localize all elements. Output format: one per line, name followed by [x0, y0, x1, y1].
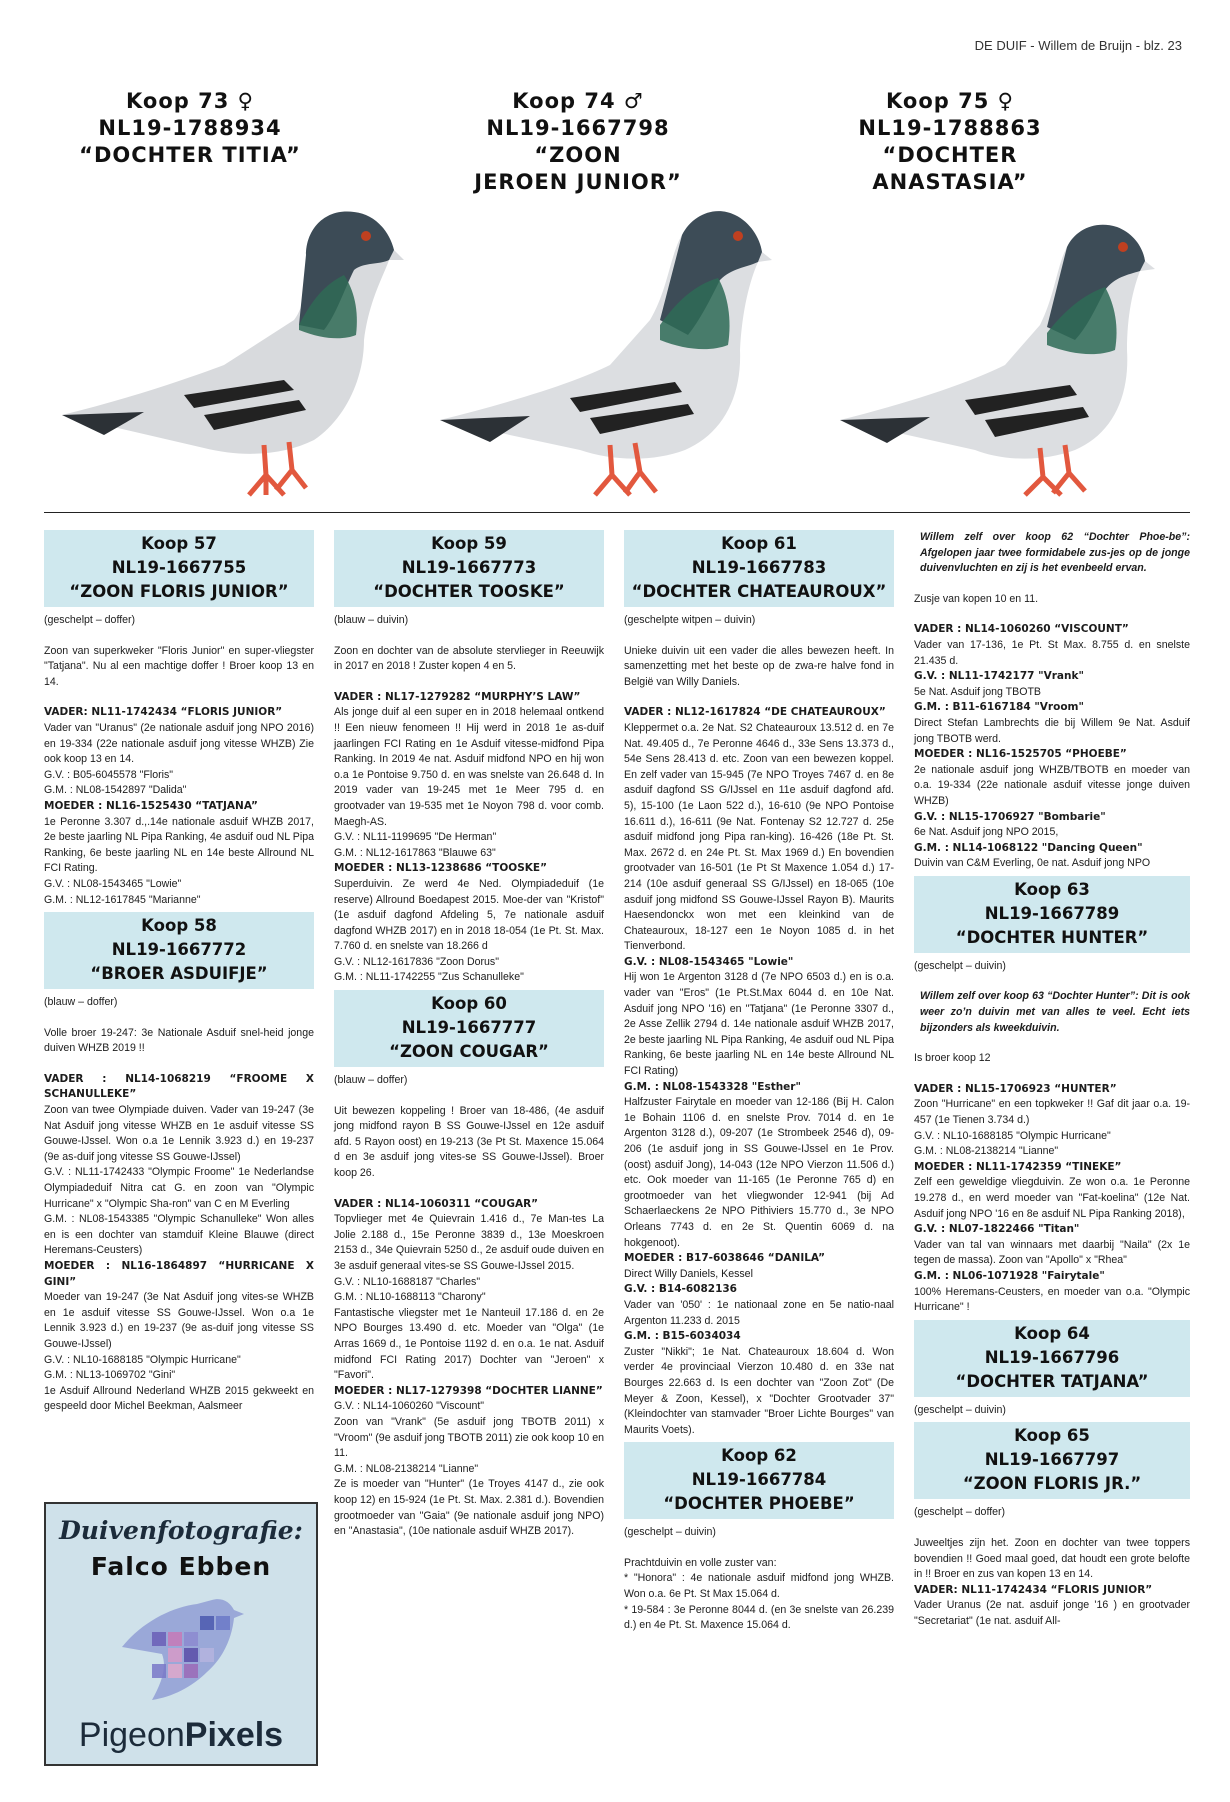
photographer-ad — [44, 1502, 318, 1766]
mother-heading: MOEDER : NL11-1742359 “TINEKE” — [914, 1160, 1122, 1173]
lot-subtitle: (geschelpt – duivin) — [914, 1403, 1006, 1416]
grandmother: G.M. : NL12-1617845 "Marianne" — [44, 893, 201, 906]
grandfather-text: Vader van '050' : 1e nationaal zone en 5e natio-naal Argenton 11.233 d. 2015 — [624, 1298, 894, 1327]
lot-subtitle: (geschelpt – doffer) — [914, 1506, 1006, 1519]
grandmother-text: Duivin van C&M Everling, 0e nat. Asduif jong NPO — [914, 857, 1151, 870]
mother-intro: Fantastische vliegster met 1e Nanteuil 17.186 d. en 2e NPO Bourges 13.490 d. etc. Moeder van "Olga" (1e Arras 1669 d., 1e Pontoise 1192 d. en o.a. 1e nat. Asduif midfond FCI Rating 2017) Dochter van "Jeroen" x "Favori". — [334, 1306, 604, 1382]
grandfather-text: 5e Nat. Asduif jong TBOTB — [914, 685, 1041, 698]
lot-box-64: Koop 64 NL19-1667796 “DOCHTER TATJANA” — [914, 1320, 1190, 1397]
grandmother-text: Zuster "Nikki"; 1e Nat. Chateauroux 18.604 d. Won verder 4e provinciaal Vierzon 10.480 d. en 33e nat Bourges 22.663 d. Is een dochter van "Zoon Zot" (De Meyer & Zoon, Kessel), x "Dochter Grootvader 37"(Kleindochter van stamvader "Broer Lichte Bourges" van Maurits Voets). — [624, 1345, 894, 1436]
grandfather: G.V. : NL10-1688185 "Olympic Hurricane" — [44, 1353, 241, 1366]
lot-subtitle: (blauw – doffer) — [334, 1074, 408, 1087]
lot-box-58: Koop 58 NL19-1667772 “BROER ASDUIFJE” — [44, 912, 314, 989]
grandmother: G.M. : NL08-2138214 "Lianne" — [914, 1145, 1059, 1158]
breeder-quote: Willem zelf over koop 63 “Dochter Hunter”: Dit is ook weer zo’n duivin met van alles te veel. Echt iets bijzonders als kweekduivin. — [920, 990, 1190, 1034]
mother-text: 1e Peronne 3.307 d.,.14e nationale asduif WHZB 2017, 2e beste jaarling NL Pipa Ranking, 4e asduif oud NL Pipa Ranking, 6e beste jaarling NL en 14e beste Allround NL FCI Rating. — [44, 815, 314, 875]
lot-box-63: Koop 63 NL19-1667789 “DOCHTER HUNTER” — [914, 876, 1190, 953]
lot-subtitle: (geschelpte witpen – duivin) — [624, 614, 756, 626]
father-heading: VADER: NL11-1742434 “FLORIS JUNIOR” — [44, 706, 283, 719]
grandmother: G.M. : B11-6167184 "Vroom" — [914, 701, 1084, 714]
father-heading: VADER : NL14-1060260 “VISCOUNT” — [914, 623, 1129, 636]
lot-intro: Zoon en dochter van de absolute stervlieger in Reeuwijk in 2017 en 2018 ! Zuster kopen 4 en 5. — [334, 644, 604, 673]
mother-heading: MOEDER : NL16-1864897 “HURRICANE X GINI” — [44, 1260, 314, 1288]
father-text: Vader van "Uranus" (2e nationale asduif jong NPO 2016) en 19-334 (22e nationale asduif jong vitesse WHZB) Zie ook koop 13 en 14. — [44, 721, 314, 766]
featured-lot-73: Koop 73 ♀ NL19-1788934 “DOCHTER TITIA” — [79, 89, 301, 167]
grandmother: G.M. : NL13-1069702 "Gini" — [44, 1369, 176, 1382]
pixel-pigeon-logo-icon — [112, 1592, 252, 1712]
grandfather: G.V. : NL12-1617836 "Zoon Dorus" — [334, 955, 499, 968]
father-text: Topvlieger met 4e Quievrain 1.416 d., 7e Man-tes La Jolie 2.188 d., 15e Peronne 3839 d., 13e Moeskroen 2153 d., 34e Quievrain 5250 d., 2e asduif oude duiven en 3e asduif generaal vites-se SS Gouwe-IJssel 2015. — [334, 1213, 604, 1272]
grandmother-text: Direct Stefan Lambrechts die bij Willem 9e Nat. Asduif jong TBOTB werd. — [914, 716, 1190, 745]
pigeon-photo-74 — [420, 160, 800, 500]
grandmother: G.M. : NL08-2138214 "Lianne" — [334, 1462, 479, 1475]
father-heading: VADER : NL14-1060311 “COUGAR” — [334, 1197, 539, 1210]
breeder-quote: Willem zelf over koop 62 “Dochter Phoe-be”: Afgelopen jaar twee formidabele zus-jes op de jonge duivenvluchten en zij is het evenbeeld ervan. — [920, 531, 1190, 575]
lot-intro: Is broer koop 12 — [914, 1052, 991, 1065]
lot-intro: Zusje van kopen 10 en 11. — [914, 592, 1039, 605]
mother-text: 2e nationale asduif jong WHZB/TBOTB en moeder van o.a. 19-334 (22e nationale asduif vitesse jonge duiven WHZB) — [914, 763, 1190, 807]
lot-box-59: Koop 59 NL19-1667773 “DOCHTER TOOSKE” — [334, 530, 604, 607]
grandmother: G.M. : NL08-1543385 "Olympic Schanulleke" Won alles en is een dochter van stamduif Kleine Blauwe (direct Heremans-Ceusters) — [44, 1213, 314, 1257]
pigeon-photo-73 — [44, 150, 404, 500]
grandmother: G.M. : NL10-1688113 "Charony" — [334, 1291, 486, 1304]
mother-heading: MOEDER : B17-6038646 “DANILA” — [624, 1252, 825, 1265]
lot-intro: Zoon van superkweker "Floris Junior" en super-vliegster "Tatjana". Nu al een machtige doffer ! Broer koop 13 en 14. — [44, 644, 314, 688]
grandfather: G.V. : B14-6082136 — [624, 1283, 737, 1296]
grandfather-text: Vader van tal van winnaars met daarbij "Naila" (2x 1e tegen de massa). Zoon van "Apollo" x "Rhea" — [914, 1238, 1190, 1267]
ad-photographer: Falco Ebben — [90, 1552, 272, 1581]
grandfather: G.V. : NL10-1688185 "Olympic Hurricane" — [914, 1129, 1111, 1142]
sibling-item: * "Honora" : 4e nationale asduif midfond jong WHZB. Won o.a. 6e Pt. St Max 15.064 d. — [624, 1572, 894, 1601]
grandmother-text: 100% Heremans-Ceusters, en moeder van o.a. "Olympic Hurricane" ! — [914, 1285, 1190, 1314]
lot-subtitle: (geschelpt – duivin) — [624, 1526, 716, 1539]
pigeon-photo-75 — [825, 165, 1185, 500]
column-3 — [624, 530, 894, 1634]
mother-text: Zoon van "Vrank" (5e asduif jong TBOTB 2011) x "Vroom" (9e asduif jong TBOTB 2011) zie ook koop 10 en 11. — [334, 1415, 604, 1460]
lot-box-62: Koop 62 NL19-1667784 “DOCHTER PHOEBE” — [624, 1442, 894, 1519]
father-text: Vader Uranus (2e nat. asduif jonge '16 ) en grootvader "Secretariat" (1e nat. asduif All- — [914, 1599, 1190, 1627]
lot-subtitle: (blauw – duivin) — [334, 614, 409, 626]
lot-intro: Juweeltjes zijn het. Zoon en dochter van twee toppers bovendien !! Goed maal goed, dat houdt een grote belofte in !! Broer en zus van kopen 13 en 14. — [914, 1536, 1190, 1581]
grandfather: G.V. : NL11-1742177 "Vrank" — [914, 670, 1084, 683]
grandfather: G.V. : B05-6045578 "Floris" — [44, 768, 174, 781]
lot-subtitle: (geschelpt – doffer) — [44, 614, 136, 626]
featured-lot-75: Koop 75 ♀ NL19-1788863 “DOCHTER ANASTASIA” — [858, 89, 1042, 194]
father-heading: VADER : NL14-1068219 “FROOME X SCHANULLEKE” — [44, 1072, 314, 1101]
lot-intro: Prachtduivin en volle zuster van: — [624, 1556, 777, 1569]
mother-heading: MOEDER : NL16-1525705 “PHOEBE” — [914, 748, 1127, 761]
lot-note: Ze is moeder van "Hunter" (1e Troyes 4147 d., zie ook koop 12) en 15-924 (1e Pt. St. Max. 2.381 d.). Bovendien grootmoeder van "Gaia" (9e nationale asduif jong NPO) en "Anastasia", (10e nationale asduif WHZB 2017). — [334, 1478, 604, 1538]
lot-box-60: Koop 60 NL19-1667777 “ZOON COUGAR” — [334, 990, 604, 1067]
father-heading: VADER : NL12-1617824 “DE CHATEAUROUX” — [624, 706, 886, 719]
mother-heading: MOEDER : NL16-1525430 “TATJANA” — [44, 799, 258, 812]
father-heading: VADER : NL17-1279282 “MURPHY’S LAW” — [334, 690, 581, 703]
father-text: Kleppermet o.a. 2e Nat. S2 Chateauroux 13.512 d. en 7e Nat. 49.405 d., 7e Peronne 4646 d., 33e Sens 13.373 d., 54e Sens 28.413 d. etc. Zoon van een bewezen koppel. En zelf vader van 15-945 (7e NPO Troyes 7467 d. en 8e asduif dagfond SS G/IJssel en 11e asduif dagfond afd. 5), 15-100 (1e Laon 522 d.), 16-610 (9e NPO Pontoise 16.611 d.), 16-611 (9e Nat. Fontenay S2 12.727 d. 25e asduif midfond jong Pipa ran-king). 16-426 (18e Pt. St. Max. 2672 d. en 24e Pt. St. Max 1969 d.) En bovendien grootvader van 16-501 (1e Pt St Maxence 1.054 d.) 17-214 (10e asduif generaal SS G/IJssel) en 18-065 (10e asduif jong midfond SS Gouwe-IJssel Rayon B). Maurits Haesendonckx won met een kleinkind van de Chateauroux, 18-127 een 1e Noyon 1085 d. in het Tienverbond. — [624, 721, 894, 953]
lot-box-61: Koop 61 NL19-1667783 “DOCHTER CHATEAUROUX” — [624, 530, 894, 607]
grandfather-text: Hij won 1e Argenton 3128 d (7e NPO 6503 d.) en is o.a. vader van "Eros" (1e Pt.St.Max 6044 d. en 10e Nat. Asduif jong NPO '16) en "Tatjana" (1e Peronne 3307 d., 2e Asse Zellik 2794 d. 14e nationale asduif WHZB 2017, 2e beste jaarling NL Pipa Ranking, 4e asduif oud NL Pipa Ranking, 6e beste jaarling NL en 14e beste Allround NL FCI Rating) — [624, 971, 894, 1078]
lot-subtitle: (geschelpt – duivin) — [914, 959, 1006, 972]
grandmother: G.M. : B15-6034034 — [624, 1330, 741, 1343]
mother-heading: MOEDER : NL13-1238686 “TOOSKE” — [334, 862, 547, 875]
grandfather-text: 6e Nat. Asduif jong NPO 2015, — [914, 826, 1059, 839]
lot-intro: Unieke duivin uit een vader die alles bewezen heeft. In samenzetting met het beste op de zwa-re halve fond in België van Willy Daniels. — [624, 644, 894, 688]
lot-intro: Uit bewezen koppeling ! Broer van 18-486, (4e asduif jong midfond rayon B SS Gouwe-IJssel en 12e asduif afd. 5 Rayon oost) en 19-213 (3e Pt St. Maxence 15.064 d en 3e asduif jong vites-se SS Gouwe-IJssel). Broer koop 26. — [334, 1104, 604, 1180]
grandmother: G.M. : NL12-1617863 "Blauwe 63" — [334, 846, 496, 859]
father-text: Zoon "Hurricane" en een topkweker !! Gaf dit jaar o.a. 19-457 (1e Tienen 3.734 d.) — [914, 1098, 1190, 1127]
mother-text: Superduivin. Ze werd 4e Ned. Olympiadeduif (1e reserve) Allround Boedapest 2015. Moe-der van "Kristof" (1e asduif dagfond Afdeling 5, 7e nationale asduif dagfond WHZB 2017) en in 2018 18-054 (1e Pt. St. Max. 7.760 d. en snelste van 18.266 d — [334, 877, 604, 953]
mother-text: Moeder van 19-247 (3e Nat Asduif jong vites-se WHZB en 1e asduif vitesse SS Gouwe-IJssel. Won o.a 1e Lennik 3.923 d.) en 19-237 (9e as-duif jong vitesse SS Gouwe-IJssel) — [44, 1291, 314, 1350]
grandfather: G.V. : NL15-1706927 "Bombarie" — [914, 810, 1106, 823]
father-text: Vader van 17-136, 1e Pt. St Max. 8.755 d. en snelste 21.435 d. — [914, 638, 1190, 667]
featured-lot-74: Koop 74 ♂ NL19-1667798 “ZOON JEROEN JUNIOR” — [474, 89, 682, 194]
father-text: Als jonge duif al een super en in 2018 helemaal ontkend !! Een nieuw fenomeen !! Hij werd in 2018 1e as-duif jaarlingen FCI Rating en 1e Asduif vitesse-midfond Pipa Ranking. In 2019 4e nat. Asduif midfond NPO en hij won o.a 1e Pontoise 9.750 d. en was snelste van 26.648 d. In 2019 vader van 19-245 met 1e Meer 795 d. en grootvader van 19-535 met 1e Noyon 798 d. voor comb. Maegh-AS. — [334, 706, 604, 828]
ad-tagline: Duivenfotografie: — [59, 1516, 303, 1545]
ad-brand: PigeonPixels — [78, 1716, 284, 1754]
section-divider — [44, 512, 1190, 513]
grandfather: G.V. : NL10-1688187 "Charles" — [334, 1275, 481, 1288]
grandmother: G.M. : NL08-1543328 "Esther" — [624, 1080, 801, 1093]
lot-box-65: Koop 65 NL19-1667797 “ZOON FLORIS JR.” — [914, 1422, 1190, 1499]
grandfather: G.V. : NL08-1543465 "Lowie" — [624, 955, 794, 968]
grandmother: G.M. : NL11-1742255 "Zus Schanulleke" — [334, 971, 524, 984]
lot-note: 1e Asduif Allround Nederland WHZB 2015 gekweekt en gespeeld door Michel Beekman, Aalsmeer — [44, 1384, 314, 1413]
lot-box-57: Koop 57 NL19-1667755 “ZOON FLORIS JUNIOR” — [44, 530, 314, 607]
sibling-item: * 19-584 : 3e Peronne 8044 d. (en 3e snelste van 26.239 d.) en 4e Pt. St. Maxence 15.064 d. — [624, 1603, 894, 1632]
grandmother: G.M. : NL14-1068122 "Dancing Queen" — [914, 841, 1143, 854]
mother-text: Zelf een geweldige vliegduivin. Ze won o.a. 1e Peronne 19.278 d., en werd moeder van "Fat-koelina" (12e Nat. Asduif jong NPO '16 en 8e asduif NL Pipa Ranking 2018), — [914, 1176, 1190, 1220]
father-heading: VADER : NL15-1706923 “HUNTER” — [914, 1082, 1117, 1095]
grandfather: G.V. : NL14-1060260 "Viscount" — [334, 1400, 485, 1413]
father-text: Zoon van twee Olympiade duiven. Vader van 19-247 (3e Nat Asduif jong vitesse WHZB en 1e asduif vitesse SS Gouwe-IJssel. Won o.a 1e Lennik 3.923 d.) en 19-237 (9e as-duif jong vitesse SS Gouwe-IJssel) — [44, 1104, 314, 1163]
father-heading: VADER: NL11-1742434 “FLORIS JUNIOR” — [914, 1583, 1153, 1596]
column-1 — [44, 530, 314, 1415]
mother-heading: MOEDER : NL17-1279398 “DOCHTER LIANNE” — [334, 1384, 603, 1397]
grandmother: G.M. : NL06-1071928 "Fairytale" — [914, 1269, 1105, 1282]
mother-text: Direct Willy Daniels, Kessel — [624, 1267, 753, 1280]
grandfather: G.V. : NL07-1822466 "Titan" — [914, 1223, 1080, 1236]
page-header: DE DUIF - Willem de Bruijn - blz. 23 — [974, 38, 1182, 53]
column-2 — [334, 530, 604, 1540]
column-4 — [914, 530, 1190, 1630]
grandfather: G.V. : NL08-1543465 "Lowie" — [44, 877, 182, 890]
grandfather: G.V. : NL11-1742433 "Olympic Froome" 1e Nederlandse Olympiadeduif Nitra cat G. en zoon van "Olympic Hurricane" x "Olympic Sha-ron" van C en M Everling — [44, 1166, 314, 1210]
grandmother-text: Halfzuster Fairytale en moeder van 12-186 (Bij H. Calon 1e Bohain 1106 d. en snelste Prov. 7014 d. en 1e Argenton 3128 d.), 09-207 (1e Strombeek 2546 d), 09-206 (1e asduif jong in SS Gouwe-IJssel en 1e Prov. (oost) asduif Jong), 14-043 (12e NPO Vierzon 11.506 d.) etc. Ook moeder van 11-165 (1e Peronne 765 d) en grootmoeder van het vliegwonder 12-941 (bij Ad Schaerlaeckens 2e NPO Pithiviers 15.770 d., 3e NPO Orleans 7743 d. en 2e St. Quentin 6069 d. na hokgenoot). — [624, 1096, 894, 1249]
grandfather: G.V. : NL11-1199695 "De Herman" — [334, 831, 497, 844]
lot-intro: Volle broer 19-247: 3e Nationale Asduif snel-heid jonge duiven WHZB 2019 !! — [44, 1026, 314, 1055]
lot-subtitle: (blauw – doffer) — [44, 996, 118, 1009]
grandmother: G.M. : NL08-1542897 "Dalida" — [44, 784, 187, 797]
